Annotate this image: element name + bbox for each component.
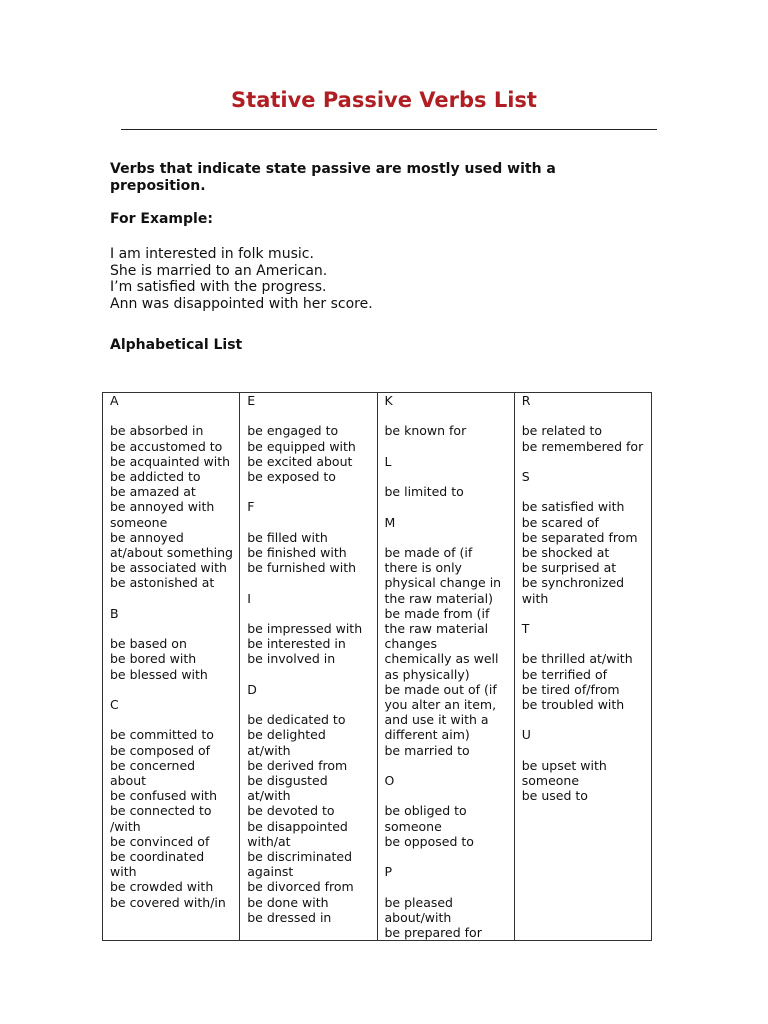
verb-entry: be annoyed with someone [110,499,215,530]
title-underline [121,129,657,130]
example-list [110,246,373,312]
verb-entry: be engaged to [247,423,339,439]
verb-table [102,392,652,941]
verb-entry: be discriminated against [247,848,353,880]
verb-entry: be separated from [521,529,638,545]
spacer [247,575,370,590]
verb-entry: be excited about [247,453,353,469]
verb-entry: be made of (if there is only physical change in the raw material) [384,544,502,606]
verb-entry: be opposed to [384,833,474,849]
verb-entry: be satisfied with [521,499,625,515]
section-letter: D [247,681,257,697]
spacer [522,712,645,727]
verb-entry: be dedicated to [247,712,346,728]
verb-entry: be accustomed to [110,438,223,454]
page-title: Stative Passive Verbs List [231,88,537,112]
verb-entry: be devoted to [247,803,335,819]
verb-entry: be surprised at [521,560,617,576]
section-letter: E [247,393,256,408]
example-heading: For Example: [110,211,213,227]
verb-entry: be astonished at [110,575,215,591]
verb-entry: be confused with [110,788,217,804]
section-letter: A [110,393,119,408]
spacer [247,408,370,423]
verb-entry: be covered with/in [110,894,226,910]
spacer [110,682,233,697]
verb-entry: be troubled with [521,696,625,712]
verb-entry: be remembered for [521,438,644,454]
verb-entry: be exposed to [247,469,336,484]
verb-entry: be convinced of [110,833,210,849]
verb-entry: be associated with [110,560,227,576]
verb-entry: be addicted to [110,469,201,484]
spacer [522,454,645,469]
verb-table-row [103,393,652,941]
verb-column [514,393,651,941]
spacer [385,758,508,773]
section-letter: O [384,772,395,788]
verb-entry: be terrified of [521,666,607,682]
spacer [385,530,508,545]
verb-column [240,393,377,941]
verb-entry: be annoyed at/about something [110,529,233,561]
verb-entry: be limited to [384,484,464,500]
verb-entry: be filled with [247,529,328,545]
spacer [247,667,370,682]
intro-paragraph: Verbs that indicate state passive are mostly used with a preposition. [110,161,556,194]
verb-entry: be disgusted at/with [247,772,328,804]
section-letter: B [110,605,119,621]
verb-entry: be made out of (if you alter an item, and use it with a different aim) [384,681,497,743]
spacer [385,439,508,454]
spacer [385,408,508,423]
spacer [247,484,370,499]
example-sentence: I’m satisfied with the progress. [110,279,327,295]
verb-entry: be made from (if the raw material changes chemically as well as physically) [384,605,499,682]
section-letter: P [384,864,393,880]
verb-entry: be shocked at [521,544,610,560]
verb-entry: be furnished with [247,560,357,576]
verb-entry: be finished with [247,544,347,560]
section-letter: L [384,453,392,469]
verb-entry: be coordinated with [110,849,205,880]
spacer [522,743,645,758]
verb-entry: be synchronized with [521,575,625,606]
spacer [247,515,370,530]
spacer [110,712,233,727]
verb-entry: be absorbed in [110,423,204,439]
spacer [522,484,645,499]
verb-entry: be acquainted with [110,453,231,469]
spacer [247,606,370,621]
verb-entry: be blessed with [110,666,208,682]
alphabetical-list-heading: Alphabetical List [110,337,243,353]
verb-entry: be related to [521,423,603,439]
verb-entry: be done with [247,894,329,910]
spacer [522,636,645,651]
verb-entry: be disappointed with/at [247,818,348,849]
spacer [385,788,508,803]
spacer [522,408,645,423]
spacer [522,606,645,621]
verb-entry: be tired of/from [521,681,620,697]
verb-entry: be interested in [247,636,346,652]
verb-entry: be prepared for [384,924,482,940]
verb-entry: be amazed at [110,484,196,500]
section-letter: K [384,393,393,408]
spacer [385,879,508,894]
verb-entry: be committed to [110,727,214,743]
example-sentence: Ann was disappointed with her score. [110,295,373,312]
verb-entry: be delighted at/with [247,727,326,758]
verb-entry: be married to [384,742,470,758]
verb-entry: be concerned about [110,757,196,788]
spacer [110,621,233,636]
spacer [110,408,233,423]
verb-entry: be obliged to someone [384,803,467,834]
spacer [385,499,508,514]
section-letter: S [521,468,530,484]
verb-entry: be equipped with [247,438,356,454]
verb-entry: be upset with someone [521,757,607,788]
verb-entry: be known for [384,423,467,439]
verb-column [103,393,240,941]
verb-entry: be crowded with [110,879,214,895]
verb-entry: be bored with [110,651,197,667]
section-letter: M [384,514,396,530]
verb-entry: be based on [110,636,187,652]
verb-entry: be composed of [110,742,211,758]
spacer [385,849,508,864]
section-letter: T [521,620,530,636]
verb-entry: be connected to /with [110,803,212,834]
verb-entry: be pleased about/with [384,894,453,925]
spacer [247,697,370,712]
section-letter: U [521,727,531,743]
verb-entry: be impressed with [247,620,363,636]
verb-entry: be used to [521,788,588,804]
spacer [385,469,508,484]
example-sentence: I am interested in folk music. [110,246,314,262]
verb-entry: be scared of [521,514,599,530]
example-sentence: She is married to an American. [110,262,328,279]
verb-entry: be divorced from [247,879,354,895]
verb-entry: be thrilled at/with [521,651,633,667]
verb-entry: be dressed in [247,909,332,925]
verb-entry: be derived from [247,757,348,773]
verb-column [377,393,514,941]
verb-entry: be involved in [247,651,336,667]
spacer [110,591,233,606]
section-letter: F [247,499,255,515]
section-letter: R [521,393,531,408]
section-letter: C [110,697,119,712]
section-letter: I [247,590,251,606]
